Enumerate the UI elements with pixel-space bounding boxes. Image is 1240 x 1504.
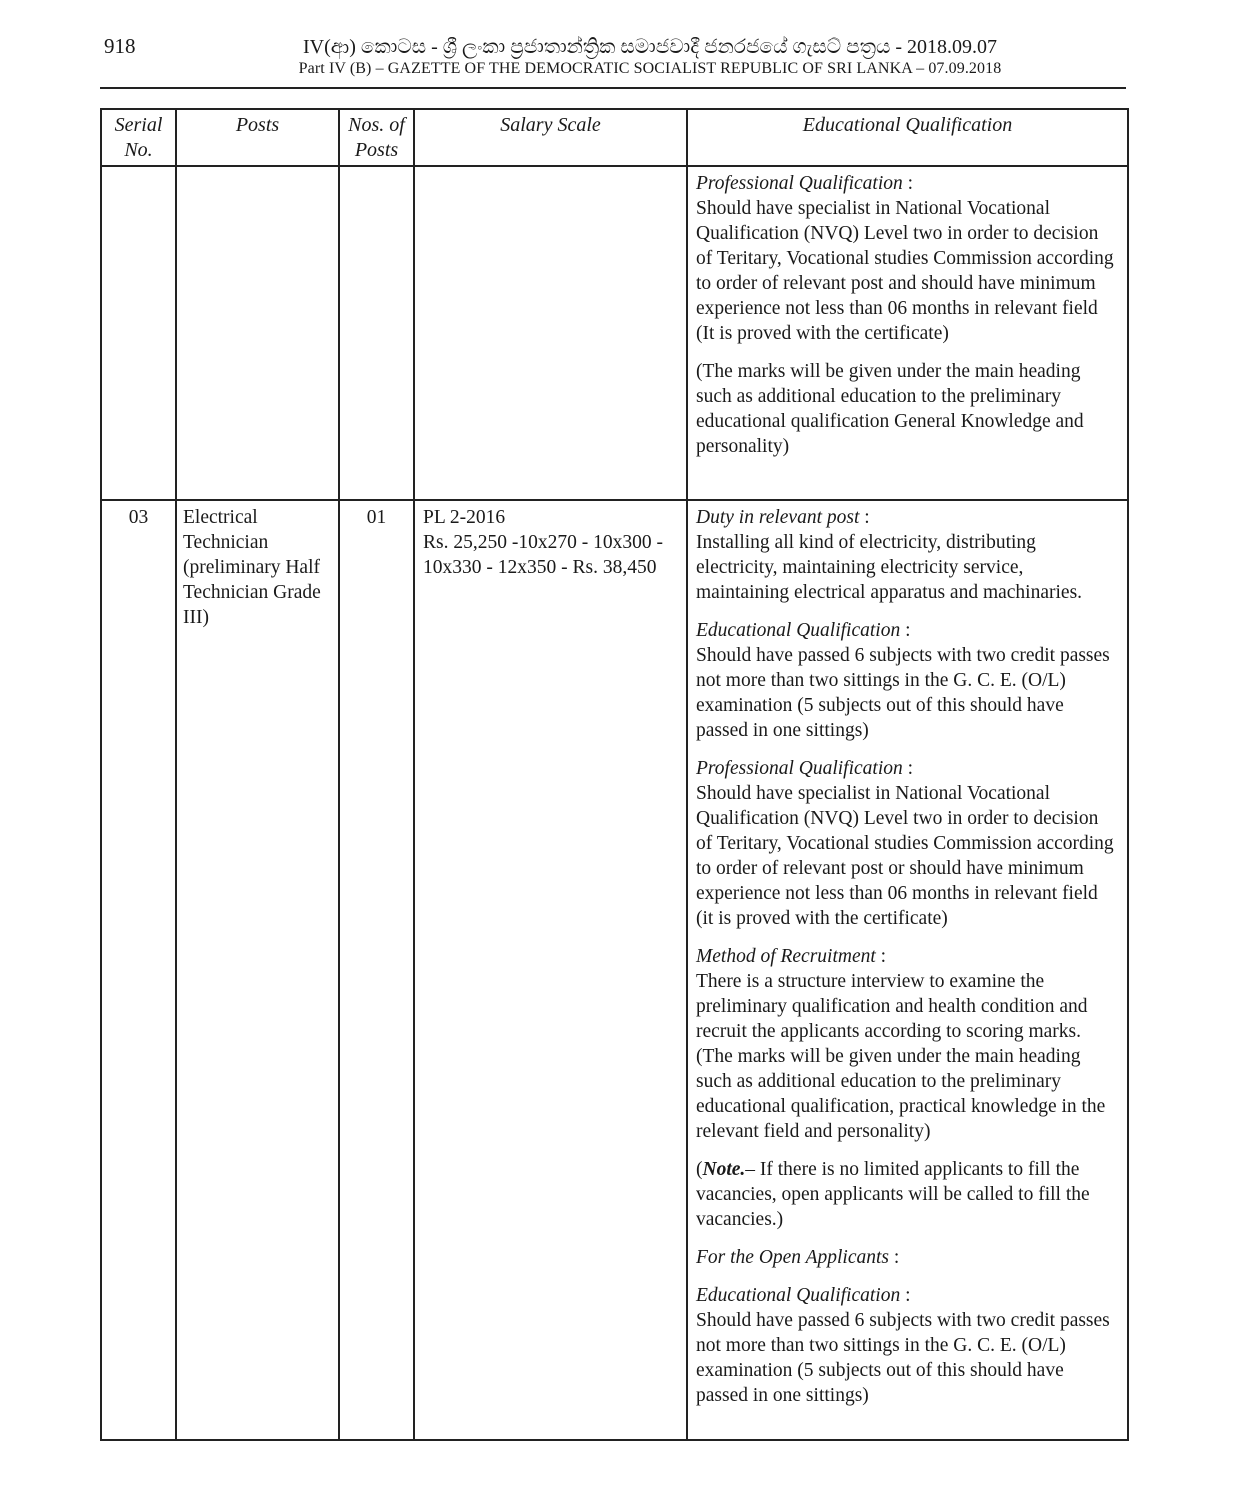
note-text: – If there is no limited applicants to fill the vacancies, open applicants will be called to fill the vacancies.) [696,1159,1090,1230]
table-row [101,166,1128,500]
duty-block: Duty in relevant post : Installing all kind of electricity, distributing electricity, maintaining electricity service, maintaining electrical apparatus and machinaries. [696,507,1083,603]
method-of-recruitment-block: Method of Recruitment : There is a structure interview to examine the preliminary qualification and health condition and recruit the applicants according to scoring marks. (The marks will be given under the main heading such as additional education to the preliminary educational qualification, practical knowledge in the relevant field and personality) [696,946,1106,1142]
nos-cell: 01 [339,500,414,1440]
educational-qualification-block: Educational Qualification : Should have passed 6 subjects with two credit passes not more than two sittings in the G. C. E. (O/L) examination (5 subjects out of this should have passed in one sittings) [696,620,1110,741]
column-header-serial: Serial No. [101,109,176,166]
header-title-english: Part IV (B) – GAZETTE OF THE DEMOCRATIC SOCIALIST REPUBLIC OF SRI LANKA – 07.09.2018 [298,60,1002,77]
table-header-row [101,109,1128,166]
column-header-salary: Salary Scale [414,109,687,166]
note-block: (Note.– If there is no limited applicants to fill the vacancies, open applicants will be called to fill the vacancies.) [696,1159,1090,1230]
note-label: Note. [702,1159,746,1180]
section-heading: Educational Qualification [696,620,901,641]
section-heading: Method of Recruitment [696,946,876,967]
section-heading: Professional Qualification [696,758,903,779]
nos-cell [339,166,414,500]
column-header-posts: Posts [176,109,339,166]
section-text: Should have passed 6 subjects with two credit passes not more than two sittings in the G. C. E. (O/L) examination (5 subjects out of this should have passed in one sittings) [696,645,1110,741]
posts-table [100,108,1129,1441]
qualification-cell [687,166,1128,500]
serial-cell [101,166,176,500]
column-header-nos: Nos. of Posts [339,109,414,166]
open-educational-qualification-block: Educational Qualification : Should have passed 6 subjects with two credit passes not more than two sittings in the G. C. E. (O/L) examination (5 subjects out of this should have passed in one sittings) [696,1285,1110,1406]
marks-note: (The marks will be given under the main heading such as additional education to the preliminary educational qualification General Knowledge and personality) [696,361,1084,457]
page-number: 918 [104,34,136,58]
section-text: Should have specialist in National Vocational Qualification (NVQ) Level two in order to decision of Teritary, Vocational studies Commission according to order of relevant post or should have minimum experience not less than 06 months in relevant field (it is proved with the certificate) [696,783,1114,929]
professional-qualification-block: Professional Qualification : Should have specialist in National Vocational Qualification (NVQ) Level two in order to decision of Teritary, Vocational studies Commission according to order of relevant post and should have minimum experience not less than 06 months in relevant field (It is proved with the certificate) [696,173,1114,344]
table-row [101,500,1128,1440]
section-text: There is a structure interview to examine the preliminary qualification and health condition and recruit the applicants according to scoring marks. (The marks will be given under the main heading such as additional education to the preliminary educational qualification, practical knowledge in the relevant field and personality) [696,971,1106,1142]
salary-cell [414,166,687,500]
salary-scale: Rs. 25,250 -10x270 - 10x300 - 10x330 - 12x350 - Rs. 38,450 [423,532,663,578]
qualification-cell [687,500,1128,1440]
post-cell: Electrical Technician (preliminary Half Technician Grade III) [176,500,339,1440]
header-rule [100,87,1126,89]
column-header-qualification: Educational Qualification [687,109,1128,166]
section-heading: Educational Qualification [696,1285,901,1306]
professional-qualification-block: Professional Qualification : Should have specialist in National Vocational Qualification (NVQ) Level two in order to decision of Teritary, Vocational studies Commission according to order of relevant post or should have minimum experience not less than 06 months in relevant field (it is proved with the certificate) [696,758,1114,929]
section-heading: Duty in relevant post [696,507,860,528]
section-text: Should have specialist in National Vocational Qualification (NVQ) Level two in order to decision of Teritary, Vocational studies Commission according to order of relevant post and should have minimum experience not less than 06 months in relevant field (It is proved with the certificate) [696,198,1114,344]
serial-cell: 03 [101,500,176,1440]
section-text: Should have passed 6 subjects with two credit passes not more than two sittings in the G. C. E. (O/L) examination (5 subjects out of this should have passed in one sittings) [696,1310,1110,1406]
salary-code: PL 2-2016 [423,507,506,528]
header-title-sinhala: IV(ආ) කොටස - ශ්‍රී ලංකා ප්‍රජාතාන්ත්‍රික සමාජවාදී ජනරජයේ ගැසට් පත්‍රය - 2018.09.07 [303,36,997,58]
section-heading: Professional Qualification [696,173,903,194]
section-text: Installing all kind of electricity, distributing electricity, maintaining electricity service, maintaining electrical apparatus and machinaries. [696,532,1083,603]
open-applicants-heading: For the Open Applicants : [696,1247,900,1268]
post-cell [176,166,339,500]
salary-cell [414,500,687,1440]
